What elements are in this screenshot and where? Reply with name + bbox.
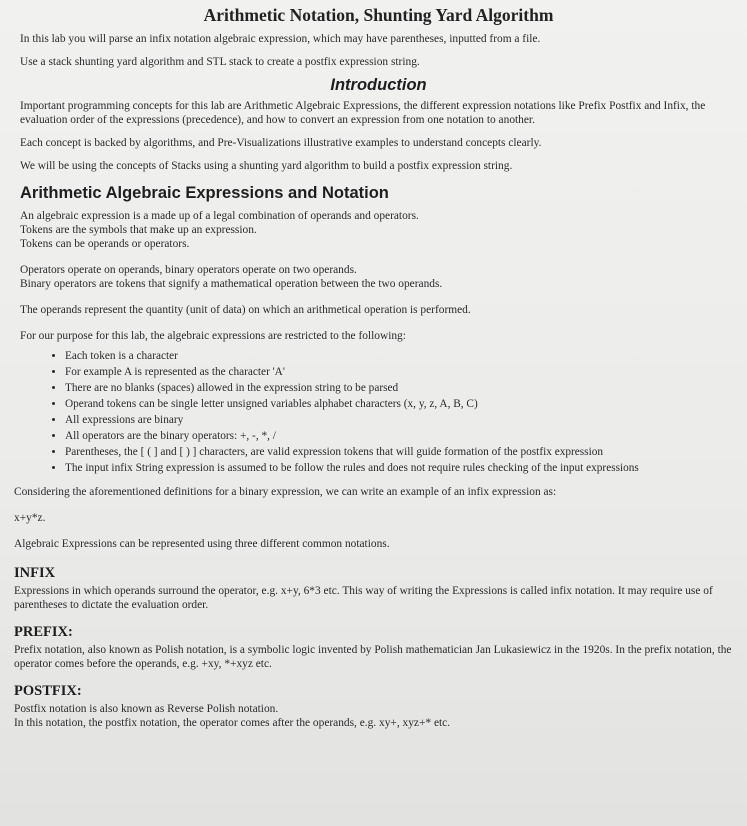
infix-text: Expressions in which operands surround the operator, e.g. x+y, 6*3 etc. This way of writing the Expressions is called infix notation. It may require use of parentheses to dictate the evaluation order. [14, 585, 713, 611]
list-item: • Each token is a character [65, 348, 737, 364]
introduction-heading: Introduction [330, 76, 427, 94]
arith-heading: Arithmetic Algebraic Expressions and Notation [20, 184, 389, 202]
prefix-heading: PREFIX: [14, 624, 73, 640]
introduction-paragraph-1: Important programming concepts for this lab are Arithmetic Algebraic Expressions, the different expression notations like Prefix Postfix and Infix, the evaluation order of the expressions (precedence), and how to convert an expression from one notation to another. [20, 100, 706, 126]
arith-line-2: Tokens are the symbols that make up an expression. [20, 224, 257, 236]
intro-paragraph-1: In this lab you will parse an infix notation algebraic expression, which may have parentheses, inputted from a file. [20, 33, 541, 45]
notations-paragraph: Algebraic Expressions can be represented using three different common notations. [14, 538, 390, 550]
postfix-heading: POSTFIX: [14, 683, 82, 699]
introduction-paragraph-3: We will be using the concepts of Stacks using a shunting yard algorithm to build a postfix expression string. [20, 160, 513, 172]
intro-paragraph-2: Use a stack shunting yard algorithm and STL stack to create a postfix expression string. [20, 56, 420, 68]
list-item: • There are no blanks (spaces) allowed in the expression string to be parsed [65, 380, 737, 396]
introduction-paragraph-2: Each concept is backed by algorithms, and Pre-Visualizations illustrative examples to understand concepts clearly. [20, 137, 542, 149]
infix-heading: INFIX [14, 565, 56, 581]
list-item: • All operators are the binary operators: +, -, *, / [65, 428, 737, 444]
operands-paragraph: The operands represent the quantity (unit of data) on which an arithmetical operation is performed. [20, 304, 471, 316]
document-title: Arithmetic Notation, Shunting Yard Algorithm [203, 5, 554, 25]
list-item: • The input infix String expression is assumed to be follow the rules and does not require rules checking of the input expressions [65, 460, 737, 476]
infix-example: x+y*z. [14, 512, 46, 524]
prefix-text: Prefix notation, also known as Polish notation, is a symbolic logic invented by Polish mathematician Jan Lukasiewicz in the 1920s. In the prefix notation, the operator comes before the operands, e.g. +xy, *+xyz etc. [14, 644, 732, 670]
operators-line-1: Operators operate on operands, binary operators operate on two operands. [20, 264, 357, 276]
list-item: • Operand tokens can be single letter unsigned variables alphabet characters (x, y, z, A, B, C) [65, 396, 737, 412]
considering-paragraph: Considering the aforementioned definitions for a binary expression, we can write an example of an infix expression as: [14, 486, 557, 498]
arith-line-1: An algebraic expression is a made up of a legal combination of operands and operators. [20, 210, 419, 222]
postfix-line-2: In this notation, the postfix notation, the operator comes after the operands, e.g. xy+, xyz+* etc. [14, 717, 451, 729]
purpose-paragraph: For our purpose for this lab, the algebraic expressions are restricted to the following: [20, 330, 406, 342]
list-item: • Parentheses, the [ ( ] and [ ) ] characters, are valid expression tokens that will guide formation of the postfix expression [65, 444, 737, 460]
postfix-line-1: Postfix notation is also known as Reverse Polish notation. [14, 703, 279, 715]
arith-line-3: Tokens can be operands or operators. [20, 238, 190, 250]
operators-line-2: Binary operators are tokens that signify a mathematical operation between the two operands. [20, 278, 443, 290]
rules-list [20, 348, 737, 476]
list-item: • All expressions are binary [65, 412, 737, 428]
list-item: • For example A is represented as the character 'A' [65, 364, 737, 380]
